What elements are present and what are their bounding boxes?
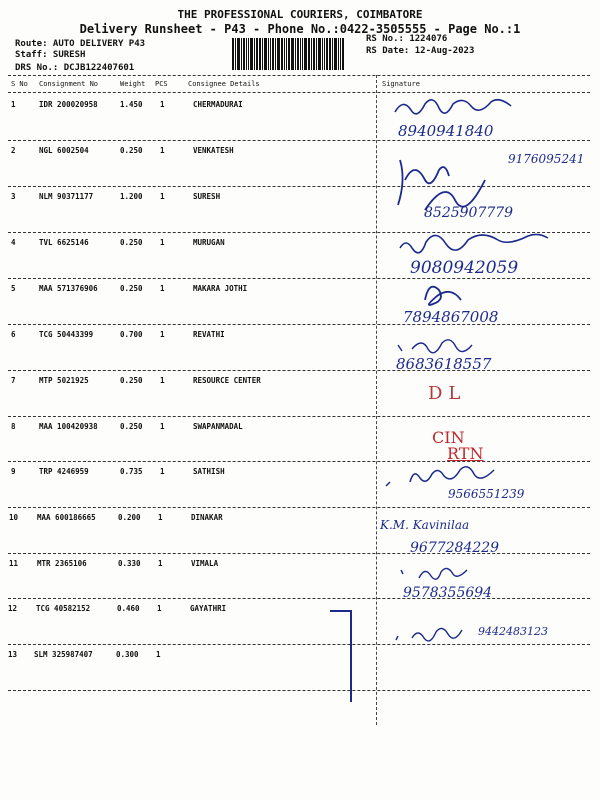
row-separator — [8, 644, 590, 645]
delivery-status: DL — [428, 383, 467, 404]
row-consignment: TCG 40582152 — [36, 604, 91, 613]
row-consignee: DINAKAR — [191, 513, 223, 522]
row-weight: 0.460 — [117, 604, 140, 613]
table-row — [0, 650, 600, 695]
row-pcs: 1 — [156, 650, 161, 659]
row-weight: 0.250 — [120, 284, 143, 293]
handwritten-phone: 8940941840 — [398, 122, 494, 140]
status-note: CIN — [432, 428, 465, 447]
row-weight: 0.250 — [120, 146, 143, 155]
col-consignment: Consignment No — [39, 80, 99, 88]
signature-scribble — [390, 622, 480, 648]
row-consignee: SURESH — [193, 192, 221, 201]
row-consignment: TCG 50443399 — [39, 330, 94, 339]
row-sno: 2 — [11, 146, 16, 155]
row-consignment: MAA 600186665 — [37, 513, 96, 522]
row-separator — [8, 690, 590, 691]
row-weight: 0.735 — [120, 467, 143, 476]
row-separator — [8, 598, 590, 599]
signature-scribble — [385, 92, 555, 122]
row-weight: 1.450 — [120, 100, 143, 109]
col-pcs: PCS — [155, 80, 168, 88]
row-weight: 0.250 — [120, 422, 143, 431]
row-consignee: MAKARA JOTHI — [193, 284, 248, 293]
row-consignment: MAA 571376906 — [39, 284, 98, 293]
rs-number: RS No.: 1224076 — [366, 34, 448, 44]
row-sno: 5 — [11, 284, 16, 293]
handwritten-phone: 9578355694 — [403, 585, 493, 601]
handwritten-phone: 8683618557 — [396, 355, 492, 373]
row-sno: 11 — [9, 559, 19, 568]
row-consignment: TRP 4246959 — [39, 467, 89, 476]
handwritten-phone: 9176095241 — [508, 152, 585, 166]
row-pcs: 1 — [160, 284, 165, 293]
row-separator — [8, 370, 590, 371]
col-sno: S No — [11, 80, 28, 88]
row-consignment: NGL 6002504 — [39, 146, 89, 155]
row-consignee: VIMALA — [191, 559, 219, 568]
table-row — [0, 513, 600, 558]
row-consignee: MURUGAN — [193, 238, 225, 247]
row-sno: 8 — [11, 422, 16, 431]
row-separator — [8, 140, 590, 141]
row-sno: 4 — [11, 238, 16, 247]
row-pcs: 1 — [160, 100, 165, 109]
company-name: THE PROFESSIONAL COURIERS, COIMBATORE — [177, 8, 423, 21]
row-pcs: 1 — [160, 238, 165, 247]
row-separator — [8, 324, 590, 325]
signature-scribble — [415, 280, 475, 308]
row-weight: 0.300 — [116, 650, 139, 659]
col-signature: Signature — [382, 80, 420, 88]
row-consignment: TVL 6625146 — [39, 238, 89, 247]
row-consignment: MTP 5021925 — [39, 376, 89, 385]
table-row — [0, 376, 600, 421]
row-sno: 1 — [11, 100, 16, 109]
row-weight: 1.200 — [120, 192, 143, 201]
row-consignment: MTR 2365106 — [37, 559, 87, 568]
handwritten-phone: 9566551239 — [448, 487, 525, 501]
row-consignment: NLM 90371177 — [39, 192, 94, 201]
signature-scribble — [395, 562, 475, 584]
handwritten-phone: 9677284229 — [410, 540, 500, 556]
handwritten-phone: 8525907779 — [424, 205, 514, 221]
row-consignment: SLM 325987407 — [34, 650, 93, 659]
table-top-rule — [8, 75, 590, 76]
route-label: Route: AUTO DELIVERY P43 — [15, 39, 146, 49]
row-consignment: IDR 200020958 — [39, 100, 98, 109]
row-consignee: GAYATHRI — [190, 604, 227, 613]
status-note: RTN — [447, 444, 484, 463]
col-weight: Weight — [120, 80, 146, 88]
row-consignee: RESOURCE CENTER — [193, 376, 261, 385]
row-separator — [8, 553, 590, 554]
row-separator — [8, 278, 590, 279]
handwritten-phone: 9080942059 — [410, 258, 519, 278]
row-pcs: 1 — [160, 192, 165, 201]
row-consignee: REVATHI — [193, 330, 225, 339]
row-separator — [8, 416, 590, 417]
row-weight: 0.250 — [120, 238, 143, 247]
row-weight: 0.700 — [120, 330, 143, 339]
row-pcs: 1 — [157, 604, 162, 613]
row-pcs: 1 — [160, 422, 165, 431]
barcode — [232, 38, 356, 70]
handwritten-phone: 9442483123 — [478, 625, 548, 638]
row-consignee: SWAPANMADAL — [193, 422, 243, 431]
row-weight: 0.330 — [118, 559, 141, 568]
col-consignee: Consignee Details — [188, 80, 260, 88]
row-separator — [8, 507, 590, 508]
row-sno: 9 — [11, 467, 16, 476]
table-row — [0, 330, 600, 375]
row-consignment: MAA 100420938 — [39, 422, 98, 431]
table-row — [0, 284, 600, 329]
row-sno: 7 — [11, 376, 16, 385]
row-consignee: CHERMADURAI — [193, 100, 243, 109]
handwritten-name: K.M. Kavinilaa — [380, 518, 470, 532]
row-pcs: 1 — [158, 559, 163, 568]
row-pcs: 1 — [160, 376, 165, 385]
row-pcs: 1 — [158, 513, 163, 522]
rs-date: RS Date: 12-Aug-2023 — [366, 46, 475, 56]
row-weight: 0.200 — [118, 513, 141, 522]
row-pcs: 1 — [160, 330, 165, 339]
bracket-mark — [330, 610, 352, 702]
row-consignee: VENKATESH — [193, 146, 234, 155]
staff-label: Staff: SURESH — [15, 50, 86, 60]
row-pcs: 1 — [160, 467, 165, 476]
runsheet-title: Delivery Runsheet - P43 - Phone No.:0422-3505555 - Page No.:1 — [79, 22, 521, 36]
row-sno: 6 — [11, 330, 16, 339]
row-consignee: SATHISH — [193, 467, 225, 476]
row-weight: 0.250 — [120, 376, 143, 385]
row-pcs: 1 — [160, 146, 165, 155]
drs-number: DRS No.: DCJB122407601 — [15, 63, 135, 73]
row-sno: 10 — [9, 513, 19, 522]
row-sno: 13 — [8, 650, 18, 659]
row-sno: 3 — [11, 192, 16, 201]
handwritten-phone: 7894867008 — [403, 308, 499, 326]
row-sno: 12 — [8, 604, 18, 613]
